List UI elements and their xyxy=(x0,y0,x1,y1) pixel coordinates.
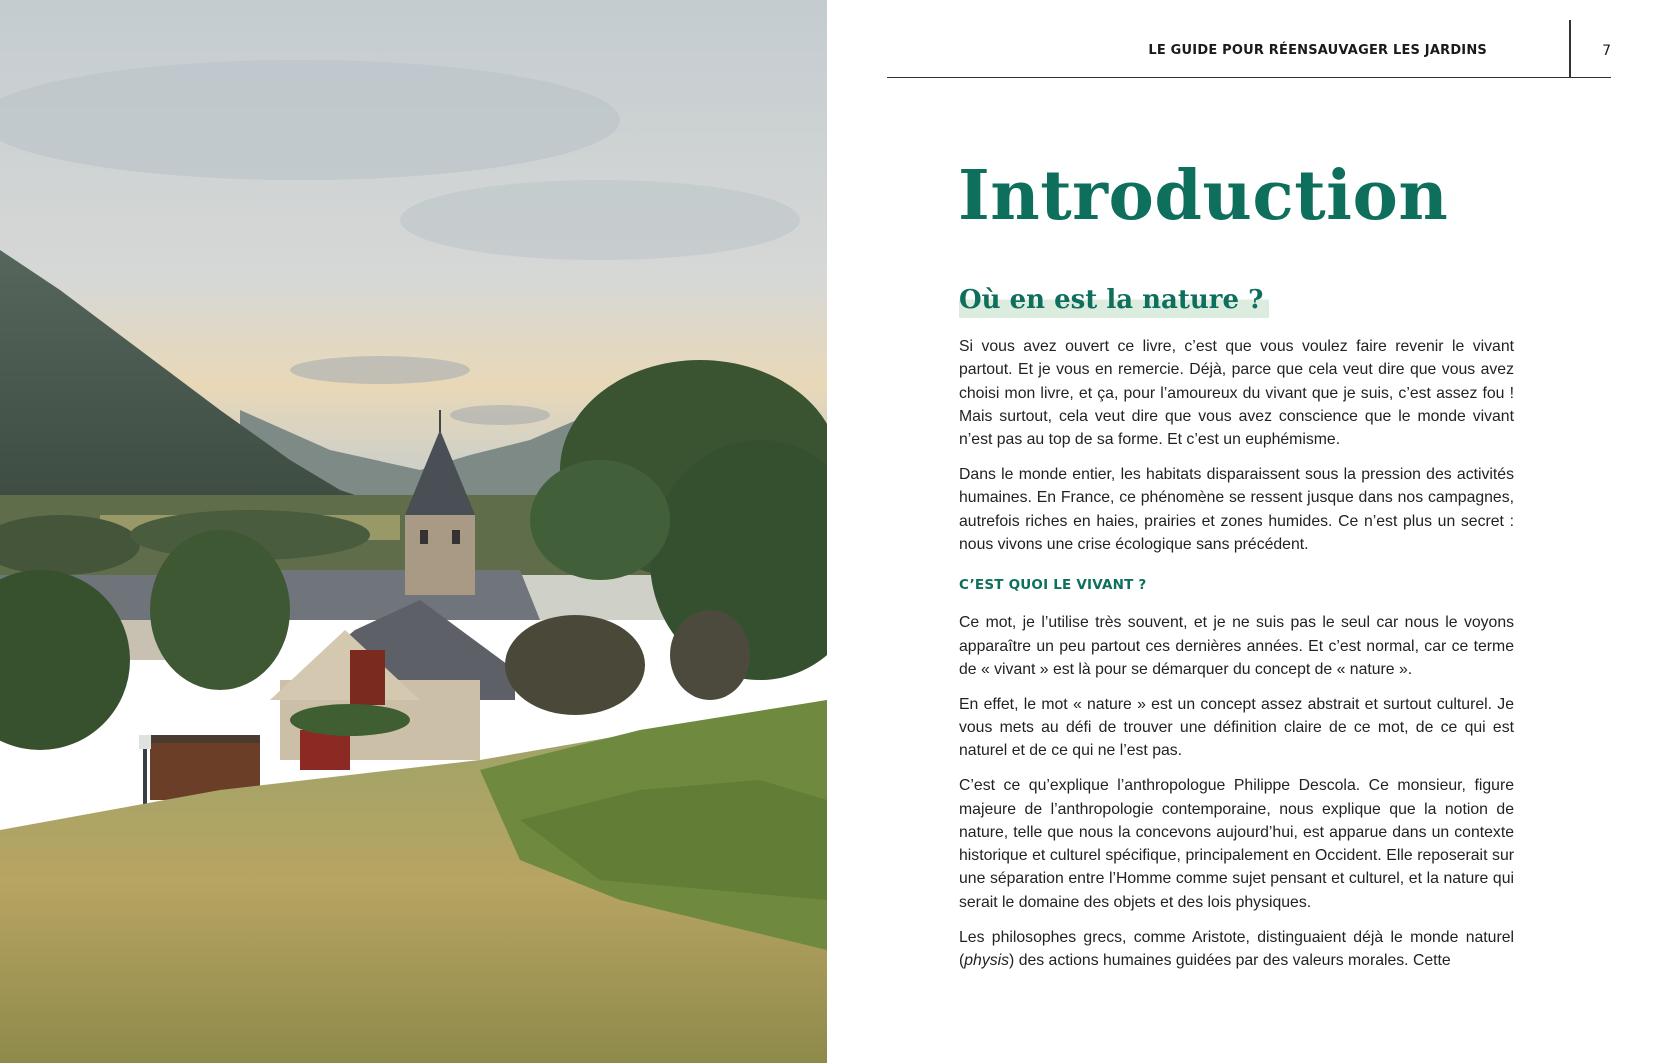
paragraph-text: ) des actions humaines guidées par des valeurs morales. Cette xyxy=(1009,951,1451,969)
text-page xyxy=(827,0,1654,1063)
running-header xyxy=(887,20,1611,78)
paragraph-continued xyxy=(959,926,1514,973)
italic-term: physis xyxy=(964,951,1010,969)
page-number: 7 xyxy=(1602,43,1611,59)
body-text xyxy=(959,335,1514,984)
section-title: Où en est la nature ? xyxy=(959,284,1269,318)
paragraph-text: Les philosophes grecs, comme Aristote, distinguaient déjà le monde naturel ( xyxy=(959,928,1514,969)
paragraph: Dans le monde entier, les habitats disparaissent sous la pression des activités humaines. En France, ce phénomène se ressent jusque dans nos campagnes, autrefois riches en haies, prairies et zones humides. Ce n’est plus un secret : nous vivons une crise écologique sans précédent. xyxy=(959,465,1514,553)
header-divider xyxy=(1569,20,1571,77)
running-title: LE GUIDE POUR RÉENSAUVAGER LES JARDINS xyxy=(1148,43,1487,58)
paragraph: Si vous avez ouvert ce livre, c’est que vous voulez faire revenir le vivant partout. Et je vous en remercie. Déjà, parce que cela veut dire que vous avez choisi mon livre, et ça, pour l’amoureux du vivant que je suis, c’est assez fou ! Mais surtout, cela veut dire que vous avez conscience que le monde vivant n’est pas au top de sa forme. Et c’est un euphémisme. xyxy=(959,338,1514,449)
chapter-title: Introduction xyxy=(958,156,1449,236)
subheading: C’EST QUOI LE VIVANT ? xyxy=(959,577,1147,594)
paragraph: C’est ce qu’explique l’anthropologue Philippe Descola. Ce monsieur, figure majeure de l’anthropologie contemporaine, nous explique que la notion de nature, telle que nous la concevons aujourd’hui, est apparue dans un contexte historique et culturel spécifique, principalement en Occident. Elle reposerait sur une séparation entre l’Homme comme sujet pensant et culturel, et la nature qui serait le domaine des objets et des lois physiques. xyxy=(959,777,1514,911)
paragraph: En effet, le mot « nature » est un concept assez abstrait et surtout culturel. Je vous mets au défi de trouver une définition claire de ce mot, de ce qui est naturel et de ce qui ne l’est pas. xyxy=(959,695,1514,760)
paragraph: Ce mot, je l’utilise très souvent, et je ne suis pas le seul car nous le voyons apparaître un peu partout ces dernières années. Et c’est normal, car ce terme de « vivant » est là pour se démarquer du concept de « nature ». xyxy=(959,614,1514,679)
